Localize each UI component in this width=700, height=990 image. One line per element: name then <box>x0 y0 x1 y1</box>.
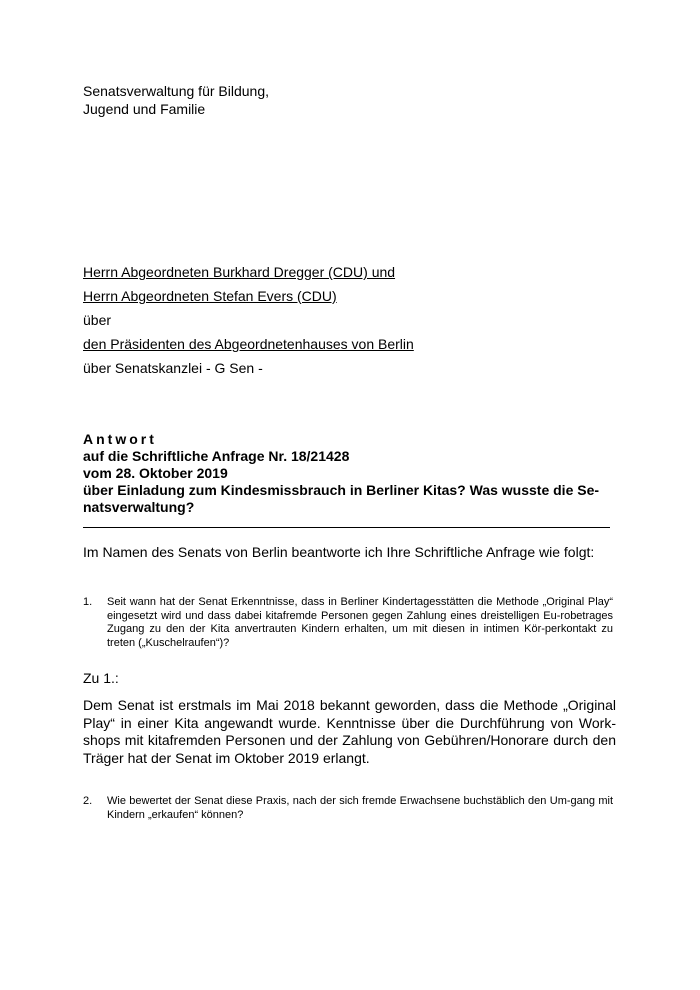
recipient-line-5: über Senatskanzlei - G Sen - <box>83 360 263 376</box>
question-2-number: 2. <box>83 795 93 807</box>
recipient-line-1: Herrn Abgeordneten Burkhard Dregger (CDU) und <box>83 264 396 280</box>
question-2-text: Wie bewertet der Senat diese Praxis, nach der sich fremde Erwachsene buchstäblich den Um-gang mit Kindern „erkaufen“ können? <box>107 795 613 821</box>
intro-text: Im Namen des Senats von Berlin beantworte ich Ihre Schriftliche Anfrage wie folgt: <box>83 544 595 560</box>
recipient-line-3: über <box>83 312 112 328</box>
recipient-block <box>83 260 414 380</box>
question-1-text: Seit wann hat der Senat Erkenntnisse, dass in Berliner Kindertagesstätten die Methode „Original Play“ eingesetzt wird und dass dabei kitafremde Personen gegen Zahlung eines dreistelligen Eu-robetrages Zugang zu den der Kita anvertrauten Kindern erhalten, um mit diesen in intimen Kör-perkontakt zu treten („Kuschelraufen“)? <box>107 596 613 649</box>
heading-date: vom 28. Oktober 2019 <box>83 465 228 481</box>
sender-line-1: Senatsverwaltung für Bildung, <box>83 83 269 99</box>
heading-antwort: Antwort <box>83 431 157 447</box>
recipient-line-2: Herrn Abgeordneten Stefan Evers (CDU) <box>83 288 337 304</box>
heading-inquiry-number: auf die Schriftliche Anfrage Nr. 18/21428 <box>83 448 350 464</box>
heading-divider <box>83 527 610 528</box>
answer-1-text: Dem Senat ist erstmals im Mai 2018 bekannt geworden, dass die Methode „Original Play“ in einer Kita angewandt wurde. Kenntnisse über die Durchführung von Work-shops mit kitafremden Personen und der Zahlung von Gebühren/Honorare durch den Träger hat der Senat im Oktober 2019 erlangt. <box>83 697 616 766</box>
answer-1-label: Zu 1.: <box>83 670 119 686</box>
question-2 <box>83 795 613 822</box>
recipient-line-4: den Präsidenten des Abgeordnetenhauses von Berlin <box>83 336 414 352</box>
question-1 <box>83 596 613 650</box>
heading-subject: über Einladung zum Kindesmissbrauch in Berliner Kitas? Was wusste die Se-natsverwaltung? <box>83 482 600 515</box>
sender-block <box>83 82 269 118</box>
document-heading <box>83 431 613 516</box>
question-1-number: 1. <box>83 596 93 608</box>
sender-line-2: Jugend und Familie <box>83 101 206 117</box>
